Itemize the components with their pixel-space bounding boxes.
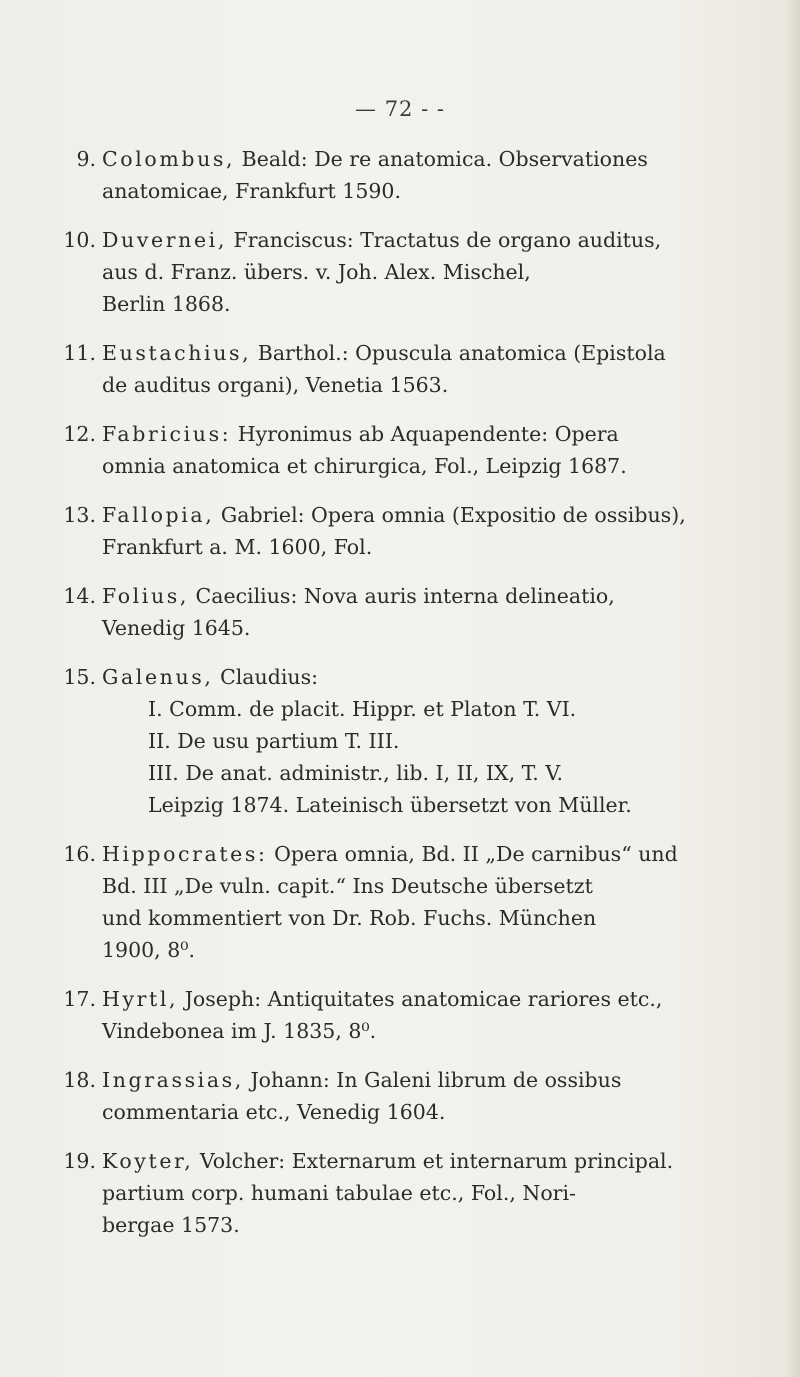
entry-line: [102, 661, 756, 693]
entry-text: und kommentiert von Dr. Rob. Fuchs. München: [102, 906, 597, 930]
bibliography-entry: [46, 337, 756, 401]
entry-line: [102, 983, 756, 1015]
entry-text: Opera omnia, Bd. II „De carnibus“ und: [274, 842, 678, 866]
entry-author: Fallopia,: [102, 503, 215, 527]
entry-line: [102, 580, 756, 612]
entry-line: [102, 369, 756, 401]
entry-line: [102, 1015, 756, 1047]
entry-number: 15.: [63, 665, 96, 689]
bibliography-list: [46, 143, 756, 1258]
bibliography-entry: [46, 418, 756, 482]
entry-text: Venedig 1645.: [102, 616, 251, 640]
entry-number: 18.: [63, 1068, 96, 1092]
entry-line: [102, 143, 756, 175]
entry-number: 13.: [63, 503, 96, 527]
entry-text: bergae 1573.: [102, 1213, 240, 1237]
entry-subline: III. De anat. administr., lib. I, II, IX, T. V.: [148, 761, 564, 785]
page-edge-shadow: [786, 0, 800, 1377]
entry-text: Joseph: Antiquitates anatomicae rariores etc.,: [184, 987, 663, 1011]
entry-line: [102, 934, 756, 966]
entry-number: 17.: [63, 987, 96, 1011]
entry-number: 19.: [63, 1149, 96, 1173]
entry-text: Bd. III „De vuln. capit.“ Ins Deutsche übersetzt: [102, 874, 593, 898]
entry-text: Caecilius: Nova auris interna delineatio,: [195, 584, 615, 608]
entry-author: Ingrassias,: [102, 1068, 244, 1092]
entry-text: Vindebonea im J. 1835, 8⁰.: [102, 1019, 377, 1043]
entry-text: Gabriel: Opera omnia (Expositio de ossibus),: [220, 503, 686, 527]
entry-author: Fabricius:: [102, 422, 232, 446]
entry-line: [102, 499, 756, 531]
entry-author: Koyter,: [102, 1149, 194, 1173]
entry-text: Johann: In Galeni librum de ossibus: [250, 1068, 622, 1092]
bibliography-entry: [46, 224, 756, 320]
bibliography-entry: [46, 661, 756, 821]
entry-text: Claudius:: [220, 665, 319, 689]
entry-number: 12.: [63, 422, 96, 446]
entry-line: [102, 1177, 756, 1209]
entry-text: Frankfurt a. M. 1600, Fol.: [102, 535, 373, 559]
entry-line: [102, 1064, 756, 1096]
entry-text: aus d. Franz. übers. v. Joh. Alex. Mischel,: [102, 260, 531, 284]
entry-text: Franciscus: Tractatus de organo auditus,: [233, 228, 662, 252]
entry-author: Hyrtl,: [102, 987, 179, 1011]
entry-number: 11.: [63, 341, 96, 365]
entry-text: omnia anatomica et chirurgica, Fol., Leipzig 1687.: [102, 454, 627, 478]
entry-line: [102, 902, 756, 934]
entry-line: [102, 288, 756, 320]
entry-line: [102, 256, 756, 288]
entry-number: 10.: [63, 228, 96, 252]
bibliography-entry: [46, 1064, 756, 1128]
entry-author: Duvernei,: [102, 228, 227, 252]
entry-line: [102, 224, 756, 256]
entry-author: Hippocrates:: [102, 842, 268, 866]
entry-line: [102, 450, 756, 482]
entry-line: [102, 838, 756, 870]
entry-line: [102, 418, 756, 450]
entry-subline: II. De usu partium T. III.: [148, 729, 400, 753]
entry-author: Galenus,: [102, 665, 214, 689]
entry-number: 9.: [76, 147, 96, 171]
entry-text: anatomicae, Frankfurt 1590.: [102, 179, 401, 203]
entry-number: 14.: [63, 584, 96, 608]
entry-line: [102, 337, 756, 369]
entry-text: partium corp. humani tabulae etc., Fol., Nori-: [102, 1181, 576, 1205]
bibliography-entry: [46, 838, 756, 966]
entry-text: Berlin 1868.: [102, 292, 231, 316]
entry-line: [102, 1096, 756, 1128]
bibliography-entry: [46, 983, 756, 1047]
bibliography-entry: [46, 1145, 756, 1241]
page-number: — 72 - -: [355, 97, 445, 121]
entry-line: [102, 612, 756, 644]
entry-author: Eustachius,: [102, 341, 252, 365]
entry-number: 16.: [63, 842, 96, 866]
entry-text: Volcher: Externarum et internarum principal.: [199, 1149, 674, 1173]
entry-text: Hyronimus ab Aquapendente: Opera: [237, 422, 619, 446]
entry-text: Barthol.: Opuscula anatomica (Epistola: [257, 341, 666, 365]
entry-author: Folius,: [102, 584, 189, 608]
entry-subline: Leipzig 1874. Lateinisch übersetzt von Müller.: [148, 793, 632, 817]
entry-line: [102, 175, 756, 207]
bibliography-entry: [46, 580, 756, 644]
entry-text: Beald: De re anatomica. Observationes: [241, 147, 648, 171]
bibliography-entry: [46, 499, 756, 563]
entry-line: [102, 531, 756, 563]
entry-line: [102, 1145, 756, 1177]
entry-author: Colombus,: [102, 147, 236, 171]
entry-text: de auditus organi), Venetia 1563.: [102, 373, 449, 397]
entry-line: [102, 1209, 756, 1241]
entry-text: commentaria etc., Venedig 1604.: [102, 1100, 446, 1124]
entry-line: [102, 870, 756, 902]
entry-text: 1900, 8⁰.: [102, 938, 195, 962]
bibliography-entry: [46, 143, 756, 207]
entry-subline: I. Comm. de placit. Hippr. et Platon T. VI.: [148, 697, 577, 721]
